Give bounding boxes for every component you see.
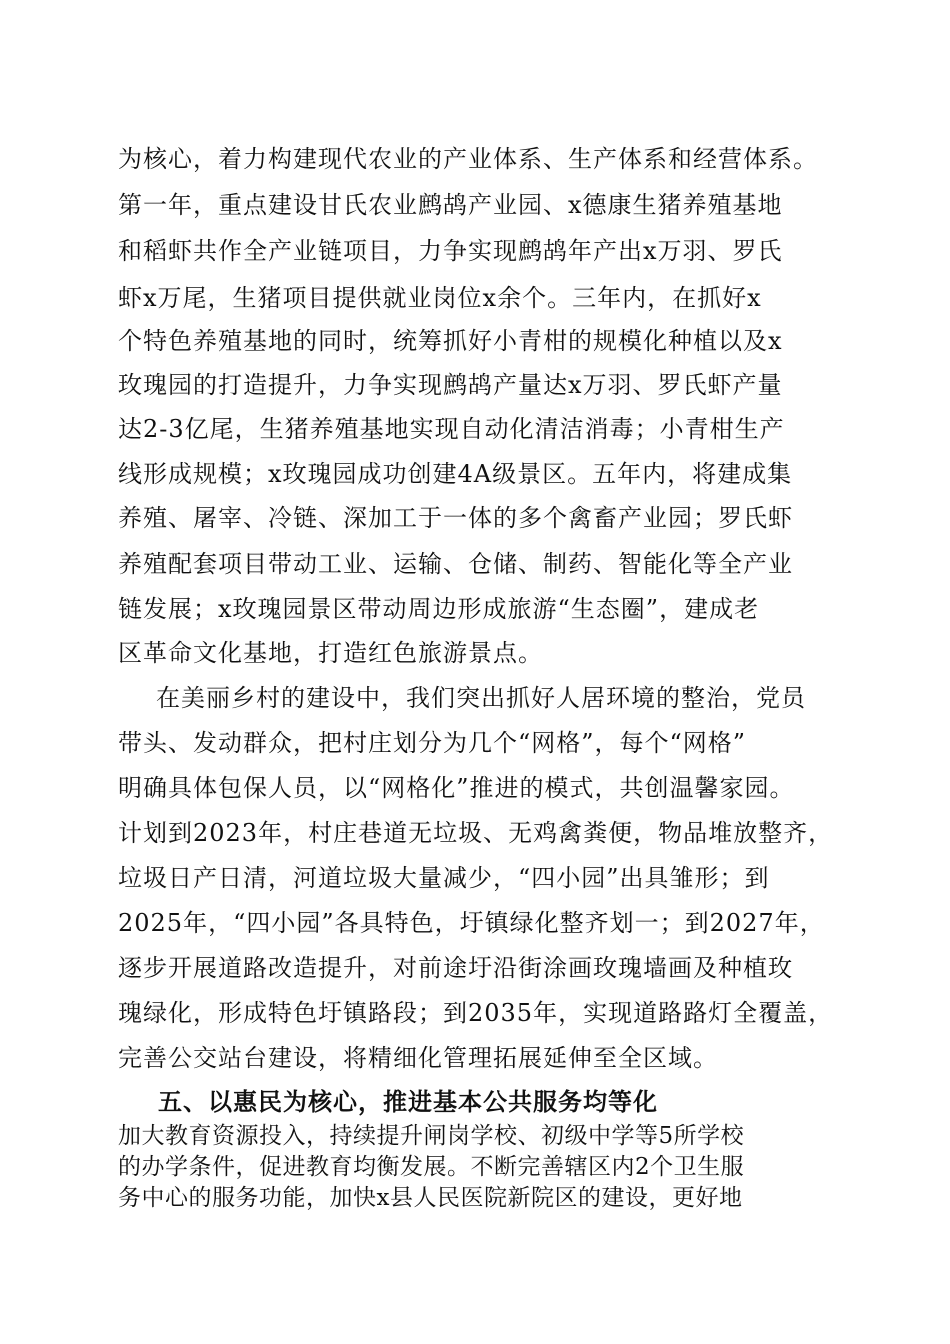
body-line: 逐步开展道路改造提升，对前途圩沿街涂画玫瑰墙画及种植玫 (118, 954, 793, 982)
section-heading: 五、以惠民为核心，推进基本公共服务均等化 (158, 1087, 658, 1116)
body-line: 为核心，着力构建现代农业的产业体系、生产体系和经营体系。 (118, 145, 818, 173)
body-line: 垃圾日产日清，河道垃圾大量减少，“四小园”出具雏形；到 (118, 864, 770, 892)
body-line: 养殖配套项目带动工业、运输、仓储、制药、智能化等全产业 (118, 550, 793, 578)
body-line: 虾x万尾，生猪项目提供就业岗位x余个。三年内，在抓好x (118, 284, 762, 312)
body-line: 达2-3亿尾，生猪养殖基地实现自动化清洁消毒；小青柑生产 (118, 415, 785, 443)
paragraph-first-line: 在美丽乡村的建设中，我们突出抓好人居环境的整治，党员 (156, 684, 806, 712)
body-line: 务中心的服务功能，加快x县人民医院新院区的建设，更好地 (118, 1185, 743, 1211)
body-line: 链发展；x玫瑰园景区带动周边形成旅游“生态圈”，建成老 (118, 595, 760, 623)
body-line: 养殖、屠宰、冷链、深加工于一体的多个禽畜产业园；罗氏虾 (118, 504, 793, 532)
body-line: 2025年，“四小园”各具特色，圩镇绿化整齐划一；到2027年， (118, 909, 825, 937)
body-line: 加大教育资源投入，持续提升闸岗学校、初级中学等5所学校 (118, 1123, 745, 1149)
body-line: 带头、发动群众，把村庄划分为几个“网格”，每个“网格” (118, 729, 747, 757)
body-line: 个特色养殖基地的同时，统筹抓好小青柑的规模化种植以及x (118, 327, 783, 355)
body-line: 的办学条件，促进教育均衡发展。不断完善辖区内2个卫生服 (118, 1154, 745, 1180)
body-line: 瑰绿化，形成特色圩镇路段；到2035年，实现道路路灯全覆盖， (118, 999, 834, 1027)
body-line: 区革命文化基地，打造红色旅游景点。 (118, 639, 543, 667)
body-line: 第一年，重点建设甘氏农业鹧鸪产业园、x德康生猪养殖基地 (118, 191, 783, 219)
body-line: 玫瑰园的打造提升，力争实现鹧鸪产量达x万羽、罗氏虾产量 (118, 371, 783, 399)
body-line: 完善公交站台建设，将精细化管理拓展延伸至全区域。 (118, 1044, 718, 1072)
body-line: 线形成规模；x玫瑰园成功创建4A级景区。五年内，将建成集 (118, 460, 793, 488)
body-line: 计划到2023年，村庄巷道无垃圾、无鸡禽粪便，物品堆放整齐， (118, 819, 834, 847)
body-line: 明确具体包保人员，以“网格化”推进的模式，共创温馨家园。 (118, 774, 795, 802)
body-line: 和稻虾共作全产业链项目，力争实现鹧鸪年产出x万羽、罗氏 (118, 237, 783, 265)
